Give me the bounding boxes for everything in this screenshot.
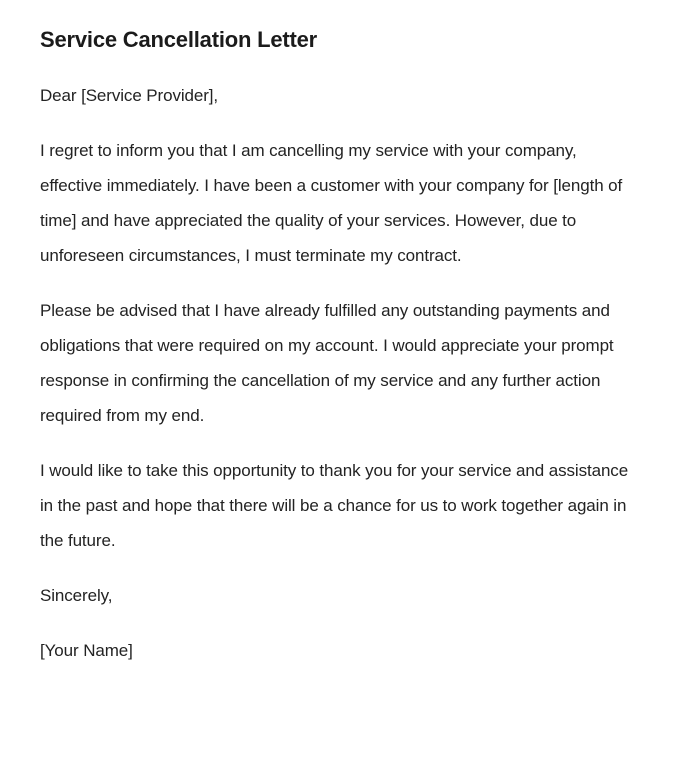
letter-title: Service Cancellation Letter [40, 27, 318, 52]
letter-signature: [Your Name] [40, 641, 133, 660]
letter-paragraph-2: Please be advised that I have already fulfilled any outstanding payments and obligations that were required on my account. I would appreciate your prompt response in confirming the cancellation of my service and any further action required from my end. [40, 301, 614, 425]
letter-closing: Sincerely, [40, 586, 113, 605]
letter-paragraph-1: I regret to inform you that I am cancelling my service with your company, effective immediately. I have been a customer with your company for [length of time] and have appreciated the quality of your services. However, due to unforeseen circumstances, I must terminate my contract. [40, 141, 623, 265]
letter-paragraph-3: I would like to take this opportunity to thank you for your service and assistance in the past and hope that there will be a chance for us to work together again in the future. [40, 461, 629, 550]
letter-salutation: Dear [Service Provider], [40, 86, 219, 105]
